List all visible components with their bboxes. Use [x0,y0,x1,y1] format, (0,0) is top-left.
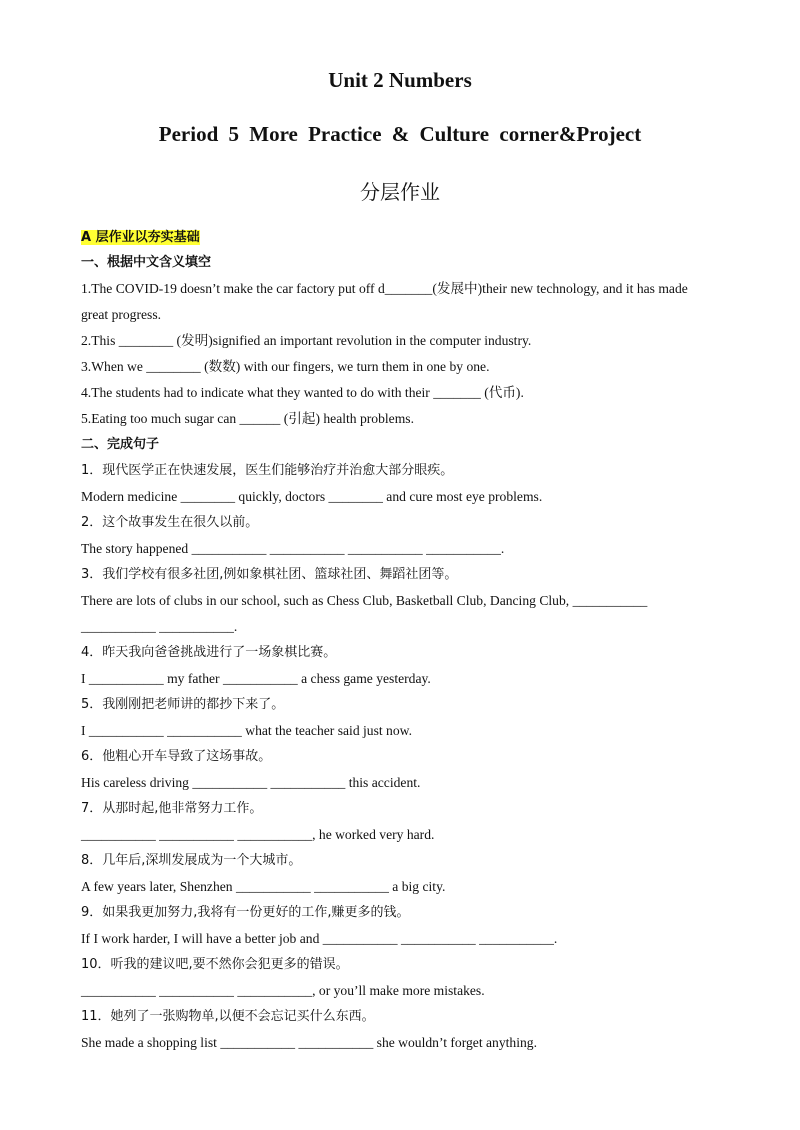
part2-question: 2．这个故事发生在很久以前。 [81,515,259,530]
part2-answer: His careless driving ___________ ___________ this accident. [81,775,421,790]
part2-question: 9．如果我更加努力,我将有一份更好的工作,赚更多的钱。 [81,905,410,920]
worksheet-content [81,224,721,1056]
part1-line: 5.Eating too much sugar can ______ (引起) health problems. [81,411,414,426]
part2-question: 11．她列了一张购物单,以便不会忘记买什么东西。 [81,1009,375,1024]
part1-line: great progress. [81,307,162,322]
part2-answer: ___________ ___________. [81,619,238,634]
part1-line: 4.The students had to indicate what they wanted to do with their _______ (代币). [81,385,524,400]
section-a-line [81,224,721,250]
part2-question: 5．我刚刚把老师讲的都抄下来了。 [81,697,285,712]
part2-question: 1．现代医学正在快速发展，医生们能够治疗并治愈大部分眼疾。 [81,463,454,478]
part2-answer: She made a shopping list ___________ ___________ she wouldn’t forget anything. [81,1035,537,1050]
part1-line: 1.The COVID-19 doesn’t make the car factory put off d_______(发展中)their new technology, and it has made [81,281,688,296]
part2-answer: Modern medicine ________ quickly, doctors ________ and cure most eye problems. [81,489,543,504]
part2-answer: ___________ ___________ ___________, he worked very hard. [81,827,435,842]
part1-heading: 一、根据中文含义填空 [81,255,212,270]
part2-question: 7．从那时起,他非常努力工作。 [81,801,263,816]
part1-line: 2.This ________ (发明)signified an important revolution in the computer industry. [81,333,532,348]
part2-question: 8．几年后,深圳发展成为一个大城市。 [81,853,302,868]
part2-answer: There are lots of clubs in our school, such as Chess Club, Basketball Club, Dancing Club, ___________ [81,593,648,608]
period-title: Period 5 More Practice & Culture corner&Project [158,122,642,146]
part2-answer: A few years later, Shenzhen ___________ ___________ a big city. [81,879,446,894]
part2-answer: I ___________ my father ___________ a chess game yesterday. [81,671,431,686]
part2-heading: 二、完成句子 [81,437,160,452]
unit-title: Unit 2 Numbers [328,68,472,92]
part2-question: 6．他粗心开车导致了这场事故。 [81,749,272,764]
part2-question: 3．我们学校有很多社团,例如象棋社团、篮球社团、舞蹈社团等。 [81,567,458,582]
part2-answer: ___________ ___________ ___________, or you’ll make more mistakes. [81,983,485,998]
section-a-tag: A 层作业以夯实基础 [81,230,200,245]
part2-answer: The story happened ___________ ___________ ___________ ___________. [81,541,505,556]
part2-question: 4．昨天我向爸爸挑战进行了一场象棋比赛。 [81,645,337,660]
homework-label: 分层作业 [360,180,440,204]
part2-question: 10．听我的建议吧,要不然你会犯更多的错误。 [81,957,349,972]
part2-answer: If I work harder, I will have a better job and ___________ ___________ ___________. [81,931,558,946]
part1-line: 3.When we ________ (数数) with our fingers, we turn them in one by one. [81,359,490,374]
part2-answer: I ___________ ___________ what the teacher said just now. [81,723,412,738]
